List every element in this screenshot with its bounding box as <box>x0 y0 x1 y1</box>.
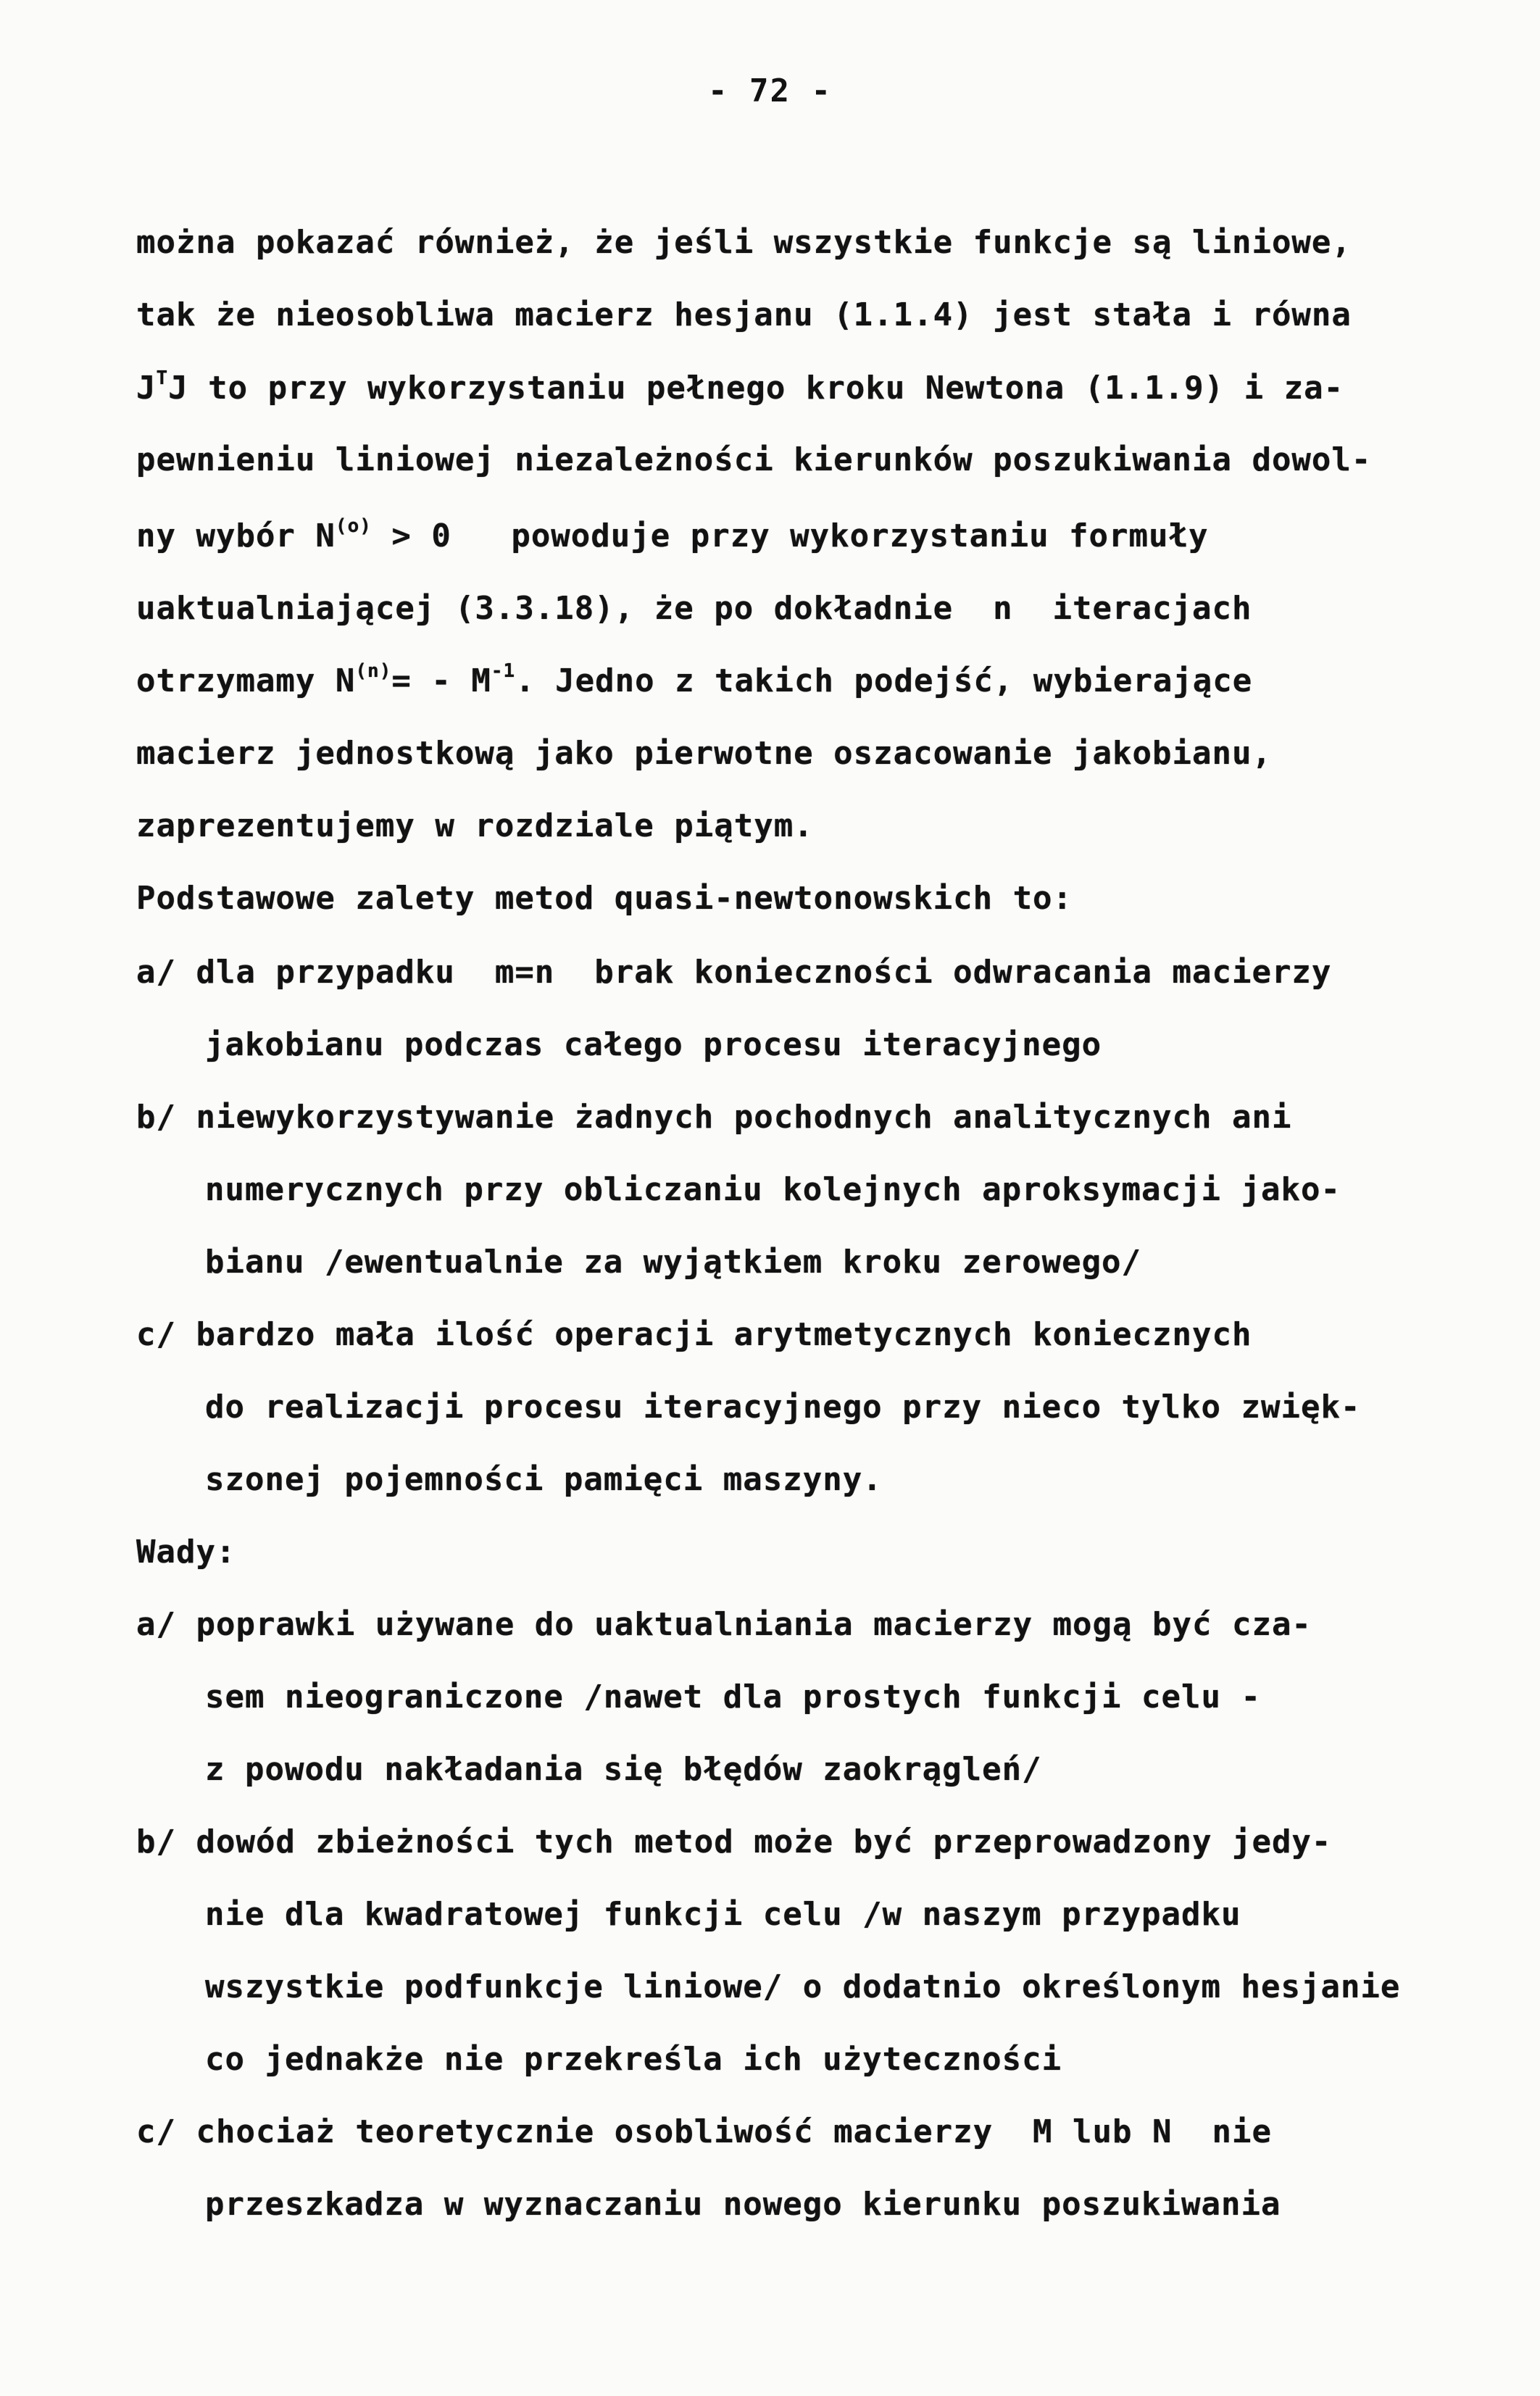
matrix-N: N <box>315 517 336 554</box>
text-line: pewnieniu liniowej niezależności kierunków poszukiwania dowol- <box>136 441 1372 478</box>
list-item-continuation: przeszkadza w wyznaczaniu nowego kierunku poszukiwania <box>205 2186 1281 2223</box>
list-item: b/ niewykorzystywanie żadnych pochodnych analitycznych ani <box>136 1099 1292 1136</box>
list-item-continuation: wszystkie podfunkcje liniowe/ o dodatnio określonym hesjanie <box>205 1968 1401 2005</box>
advantages-heading: Podstawowe zalety metod quasi-newtonowskich to: <box>136 880 1073 917</box>
transpose-superscript: T <box>156 367 169 389</box>
iteration-superscript: (n) <box>355 660 392 682</box>
list-item: a/ poprawki używane do uaktualniania macierzy mogą być cza- <box>136 1606 1312 1643</box>
text-line: można pokazać również, że jeśli wszystkie funkcje są liniowe, <box>136 224 1352 261</box>
text-line: otrzymamy $N^{(n)}= - M^{-1}$. Jedno z takich podejść, wybierające <box>136 660 1253 699</box>
iteration-superscript: (o) <box>335 515 372 537</box>
list-item-continuation: szonej pojemności pamięci maszyny. <box>205 1461 883 1498</box>
text-line: ny wybór $N^{(o)} > 0$ powoduje przy wykorzystaniu formuły <box>136 515 1209 554</box>
text-line: uaktualniającej (3.3.18), że po dokładnie n iteracjach <box>136 590 1252 627</box>
list-item-continuation: jakobianu podczas całego procesu iteracyjnego <box>205 1026 1102 1063</box>
list-item-continuation: numerycznych przy obliczaniu kolejnych aproksymacji jako- <box>205 1171 1341 1208</box>
list-item-continuation: z powodu nakładania się błędów zaokrągleń/ <box>205 1751 1042 1788</box>
list-item: c/ bardzo mała ilość operacji arytmetycznych koniecznych <box>136 1316 1252 1353</box>
disadvantages-heading: Wady: <box>136 1534 236 1571</box>
text-line: zaprezentujemy w rozdziale piątym. <box>136 807 814 844</box>
text-line: $J^TJ$ to przy wykorzystaniu pełnego kroku Newtona (1.1.9) i za- <box>136 367 1344 407</box>
text-line: macierz jednostkową jako pierwotne oszacowanie jakobianu, <box>136 735 1272 772</box>
list-item-continuation: co jednakże nie przekreśla ich użyteczności <box>205 2041 1062 2078</box>
inverse-superscript: -1 <box>491 660 516 682</box>
list-item-continuation: do realizacji procesu iteracyjnego przy nieco tylko zwięk- <box>205 1389 1361 1426</box>
jacobian-symbol: J <box>136 370 157 407</box>
list-item-continuation: bianu /ewentualnie za wyjątkiem kroku zerowego/ <box>205 1244 1142 1281</box>
text-line: tak że nieosobliwa macierz hesjanu (1.1.4) jest stała i równa <box>136 296 1352 333</box>
list-item-continuation: nie dla kwadratowej funkcji celu /w naszym przypadku <box>205 1896 1241 1933</box>
list-item: b/ dowód zbieżności tych metod może być przeprowadzony jedy- <box>136 1823 1332 1860</box>
list-item: c/ chociaż teoretycznie osobliwość macierzy M lub N nie <box>136 2113 1272 2150</box>
matrix-N: N <box>335 662 356 699</box>
jacobian-symbol-2: J <box>168 370 188 407</box>
list-item-continuation: sem nieograniczone /nawet dla prostych funkcji celu - <box>205 1679 1261 1715</box>
list-item: a/ dla przypadku m=n brak konieczności odwracania macierzy <box>136 954 1332 991</box>
page-number: - 72 - <box>708 72 832 109</box>
